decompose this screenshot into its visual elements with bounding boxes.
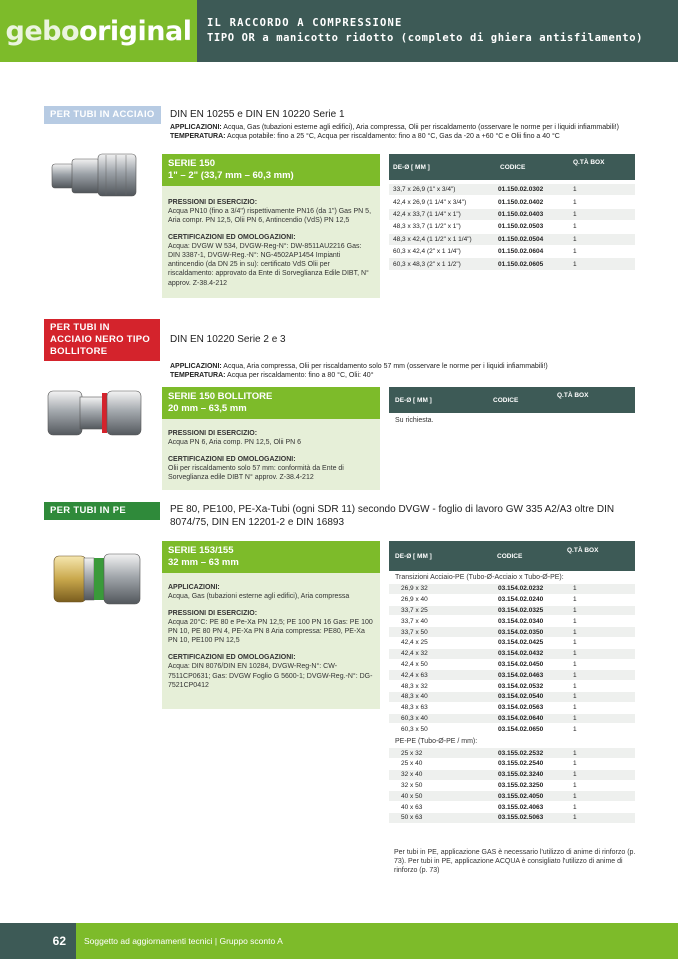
table-row: 42,4 x 26,9 (1 1/4" x 3/4") 01.150.02.0402 1 xyxy=(389,196,635,208)
section-label-steel: PER TUBI IN ACCIAIO xyxy=(44,106,161,124)
table-row: 60,3 x 42,4 (2" x 1 1/4") 01.150.02.0604 1 xyxy=(389,246,635,258)
table-row: 33,7 x 25 03.154.02.0325 1 xyxy=(389,606,635,617)
product-image-pe xyxy=(52,548,144,610)
section-applications-steel xyxy=(170,123,640,141)
table-row: 40 x 50 03.155.02.4050 1 xyxy=(389,791,635,802)
table-row: 32 x 50 03.155.02.3250 1 xyxy=(389,781,635,792)
table-header xyxy=(389,541,635,571)
temperature-text: Acqua potabile: fino a 25 °C, Acqua per riscaldamento: fino a 80 °C, Gas da -20 a +60 °C e Olii fino a 40 °C xyxy=(227,133,560,141)
col-code: CODICE xyxy=(493,396,519,404)
table-group-steel-pe xyxy=(389,584,635,735)
section-title-pe: PE 80, PE100, PE-Xa-Tubi (ogni SDR 11) secondo DVGW - foglio di lavoro GW 335 A2/A3 oltre DIN 8074/75, DIN EN 12201-2 e DIN 16893 xyxy=(170,504,615,528)
table-row: 25 x 40 03.155.02.2540 1 xyxy=(389,759,635,770)
table-row: 60,3 x 48,3 (2" x 1 1/2") 01.150.02.0605 1 xyxy=(389,258,635,270)
logo-part-gebo: gebo xyxy=(5,15,80,47)
col-qty: Q.TÀ BOX xyxy=(567,547,599,554)
info-panel-steel xyxy=(162,154,380,298)
series-range: 1" – 2" (33,7 mm – 60,3 mm) xyxy=(168,169,294,181)
table-pe xyxy=(389,541,635,824)
table-boiler xyxy=(389,387,635,428)
info-panel-pe xyxy=(162,541,380,709)
table-row: 42,4 x 50 03.154.02.0450 1 xyxy=(389,660,635,671)
table-note: Su richiesta. xyxy=(395,417,434,424)
certification-text: Acqua: DIN 8076/DIN EN 10284, DVGW-Reg-N°: CW-7511CP0631; Gas: DVGW Foglio G 5600-1; DVGW-Reg.-N°: DG-7521CP0412 xyxy=(168,663,373,689)
table-row: 26,9 x 40 03.154.02.0240 1 xyxy=(389,595,635,606)
table-group-pe-pe xyxy=(389,748,635,824)
certification-label: CERTIFICAZIONI ED OMOLOGAZIONI: xyxy=(168,455,296,463)
certification-text: Acqua: DVGW W 534, DVGW-Reg-N°: DW-8511AU2216 Gas: DIN 3387-1, DVGW-Reg.-N°: NG-4502AP1454 Impianti antincendio (da DN 25 in su): certificato VdS Olii per riscaldamento: approvato da Ente di Sorveglianza Edile DIBT, N° approv. Z-38.4-212 xyxy=(168,243,369,287)
page-header xyxy=(0,0,678,62)
table-row: 33,7 x 40 03.154.02.0340 1 xyxy=(389,616,635,627)
applications-text: Acqua, Gas (tubazioni esterne agli edifici), Aria compressa xyxy=(168,592,350,600)
table-row: 60,3 x 50 03.154.02.0650 1 xyxy=(389,724,635,735)
table-row: 48,3 x 42,4 (1 1/2" x 1 1/4") 01.150.02.0504 1 xyxy=(389,234,635,246)
series-header-pe xyxy=(162,541,380,573)
col-code: CODICE xyxy=(500,163,526,171)
logo-part-original: original xyxy=(79,15,192,47)
table-row: 33,7 x 50 03.154.02.0350 1 xyxy=(389,627,635,638)
section-title-steel: DIN EN 10255 e DIN EN 10220 Serie 1 xyxy=(170,109,345,120)
table-row: 33,7 x 26,9 (1" x 3/4") 01.150.02.0302 1 xyxy=(389,184,635,196)
col-qty: Q.TÀ BOX xyxy=(573,159,605,166)
table-row: 48,3 x 32 03.154.02.0532 1 xyxy=(389,681,635,692)
table-row: 26,9 x 32 03.154.02.0232 1 xyxy=(389,584,635,595)
table-row: 48,3 x 63 03.154.02.0563 1 xyxy=(389,703,635,714)
certification-text: Olii per riscaldamento solo 57 mm: conformità da Ente di Sorveglianza edile DIBT N° approv. Z-38.4-212 xyxy=(168,465,344,482)
series-header-boiler xyxy=(162,387,380,419)
series-range: 32 mm – 63 mm xyxy=(168,556,239,568)
temperature-label: TEMPERATURA: xyxy=(170,133,226,141)
table-row: 48,3 x 40 03.154.02.0540 1 xyxy=(389,692,635,703)
applications-label: APPLICAZIONI: xyxy=(170,124,222,131)
series-name: SERIE 150 BOLLITORE xyxy=(168,391,273,402)
table-header xyxy=(389,154,635,180)
header-subtitle: TIPO OR a manicotto ridotto (completo di ghiera antisfilamento) xyxy=(207,32,644,44)
table-row: 60,3 x 40 03.154.02.0640 1 xyxy=(389,714,635,725)
section-applications-boiler xyxy=(170,362,640,380)
page-footer xyxy=(0,923,678,959)
header-title: IL RACCORDO A COMPRESSIONE xyxy=(207,17,403,29)
temperature-label: TEMPERATURA: xyxy=(170,372,226,380)
pressure-text: Acqua PN 6, Aria comp. PN 12,5, Olii PN 6 xyxy=(168,438,302,446)
pressure-label: PRESSIONI DI ESERCIZIO: xyxy=(168,609,258,617)
pressure-label: PRESSIONI DI ESERCIZIO: xyxy=(168,198,258,206)
col-qty: Q.TÀ BOX xyxy=(557,392,589,399)
pressure-text: Acqua 20°C: PE 80 e Pe-Xa PN 12,5; PE 100 PN 16 Gas: PE 100 PN 10, PE 80 PN 4, PE-Xa PN 8 Aria compressa: PE80, PE-Xa PN 10, PE100 PN 12,5 xyxy=(168,619,373,645)
section-title-boiler: DIN EN 10220 Serie 2 e 3 xyxy=(170,334,286,345)
header-title-box xyxy=(197,0,678,62)
table-row: 25 x 32 03.155.02.2532 1 xyxy=(389,748,635,759)
product-image-boiler xyxy=(46,385,144,441)
table-row: 42,4 x 25 03.154.02.0425 1 xyxy=(389,638,635,649)
col-de: DE-Ø [ MM ] xyxy=(395,552,432,560)
info-panel-boiler xyxy=(162,387,380,490)
applications-label: APPLICAZIONI: xyxy=(168,583,220,591)
table-subheading: PE-PE (Tubo-Ø-PE / mm): xyxy=(395,738,478,746)
applications-label: APPLICAZIONI: xyxy=(170,363,222,370)
certification-label: CERTIFICAZIONI ED OMOLOGAZIONI: xyxy=(168,234,296,242)
series-name: SERIE 153/155 xyxy=(168,545,234,556)
applications-text: Acqua, Aria compressa, Olii per riscaldamento solo 57 mm (osservare le norme per i liquidi infiammabili!) xyxy=(223,363,548,370)
table-row: 40 x 63 03.155.02.4063 1 xyxy=(389,802,635,813)
table-row: 50 x 63 03.155.02.5063 1 xyxy=(389,813,635,824)
table-row: 42,4 x 63 03.154.02.0463 1 xyxy=(389,670,635,681)
footer-text: Soggetto ad aggiornamenti tecnici | Gruppo sconto A xyxy=(76,923,678,959)
temperature-text: Acqua per riscaldamento: fino a 80 °C, Olii: 40° xyxy=(227,372,374,380)
series-name: SERIE 150 xyxy=(168,158,215,169)
table-row: 48,3 x 33,7 (1 1/2" x 1") 01.150.02.0503 1 xyxy=(389,221,635,233)
table-steel xyxy=(389,154,635,271)
product-image-steel xyxy=(50,150,142,200)
pressure-text: Acqua PN10 (fino a 3/4") rispettivamente PN16 (da 1") Gas PN 5, Aria compr. PN 12,5, Olii PN 6, Antincendio (VdS) PN 12,5 xyxy=(168,207,372,224)
table-row: 42,4 x 32 03.154.02.0432 1 xyxy=(389,649,635,660)
pe-note: Per tubi in PE, applicazione GAS è necessario l'utilizzo di anime di rinforzo (p. 73). Per tubi in PE, applicazione ACQUA è consigliato l'utilizzo di anime di rinforzo (p. 73) xyxy=(394,849,636,875)
table-header xyxy=(389,387,635,413)
brand-logo xyxy=(0,0,197,62)
table-row: 42,4 x 33,7 (1 1/4" x 1") 01.150.02.0403 1 xyxy=(389,209,635,221)
series-range: 20 mm – 63,5 mm xyxy=(168,402,247,414)
page-number: 62 xyxy=(0,923,76,959)
applications-text: Acqua, Gas (tubazioni esterne agli edifici), Aria compressa, Olii per riscaldamento (osservare le norme per i liquidi infiammabili!) xyxy=(223,124,619,131)
table-subheading: Transizioni Acciaio-PE (Tubo-Ø-Acciaio x Tubo-Ø-PE): xyxy=(395,574,564,581)
col-code: CODICE xyxy=(497,552,523,560)
pressure-label: PRESSIONI DI ESERCIZIO: xyxy=(168,429,258,437)
series-header-steel xyxy=(162,154,380,186)
section-label-boiler: PER TUBI IN ACCIAIO NERO TIPO BOLLITORE xyxy=(44,319,160,361)
col-de: DE-Ø [ MM ] xyxy=(393,163,430,171)
table-row: 32 x 40 03.155.02.3240 1 xyxy=(389,770,635,781)
section-label-pe: PER TUBI IN PE xyxy=(44,502,160,520)
certification-label: CERTIFICAZIONI ED OMOLOGAZIONI: xyxy=(168,654,296,662)
col-de: DE-Ø [ MM ] xyxy=(395,396,432,404)
